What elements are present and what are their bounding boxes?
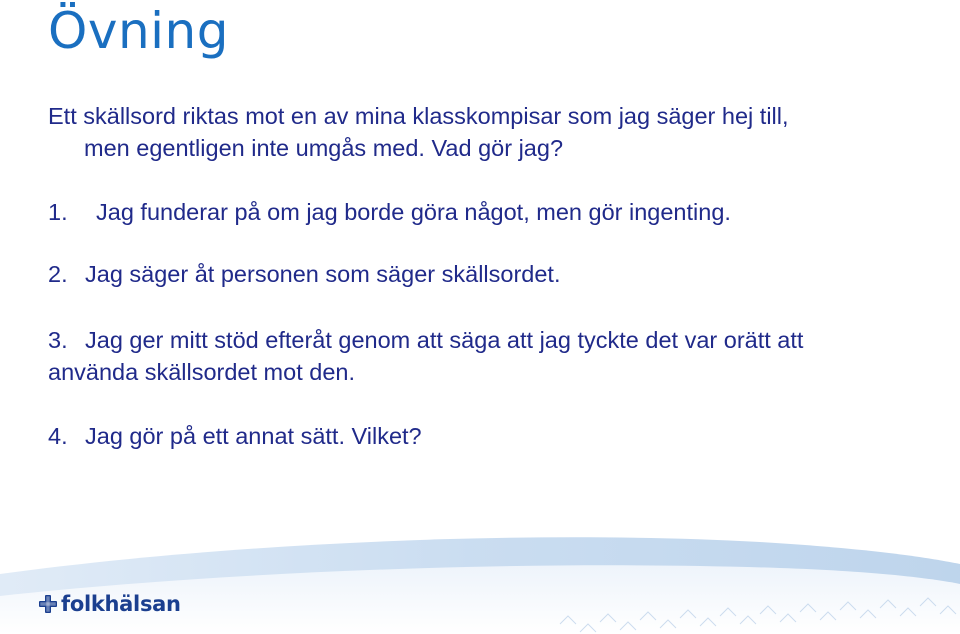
footer-wave-decoration <box>0 534 960 634</box>
folkhalsan-logo <box>38 590 181 618</box>
folkhalsan-cross-icon <box>38 594 58 614</box>
option-text: Jag säger åt personen som säger skällsordet. <box>85 261 561 287</box>
option-text: Jag gör på ett annat sätt. Vilket? <box>85 423 422 449</box>
option-text: Jag ger mitt stöd efteråt genom att säga att jag tyckte det var orätt att <box>85 327 804 353</box>
question-text <box>48 100 789 164</box>
option-text-continuation: använda skällsordet mot den. <box>48 359 355 385</box>
option-number: 4. <box>48 423 68 449</box>
option-2 <box>48 258 560 290</box>
slide-title: Övning <box>48 2 229 60</box>
option-number: 1. <box>48 199 68 225</box>
option-3 <box>48 324 803 388</box>
logo-text: folkhälsan <box>61 592 181 616</box>
option-number: 2. <box>48 261 68 287</box>
question-line-1: Ett skällsord riktas mot en av mina klasskompisar som jag säger hej till, <box>48 103 789 129</box>
option-number: 3. <box>48 327 68 353</box>
option-4 <box>48 420 422 452</box>
option-1 <box>48 196 731 228</box>
option-text: Jag funderar på om jag borde göra något, men gör ingenting. <box>96 199 731 225</box>
question-line-2: men egentligen inte umgås med. Vad gör jag? <box>84 135 564 161</box>
